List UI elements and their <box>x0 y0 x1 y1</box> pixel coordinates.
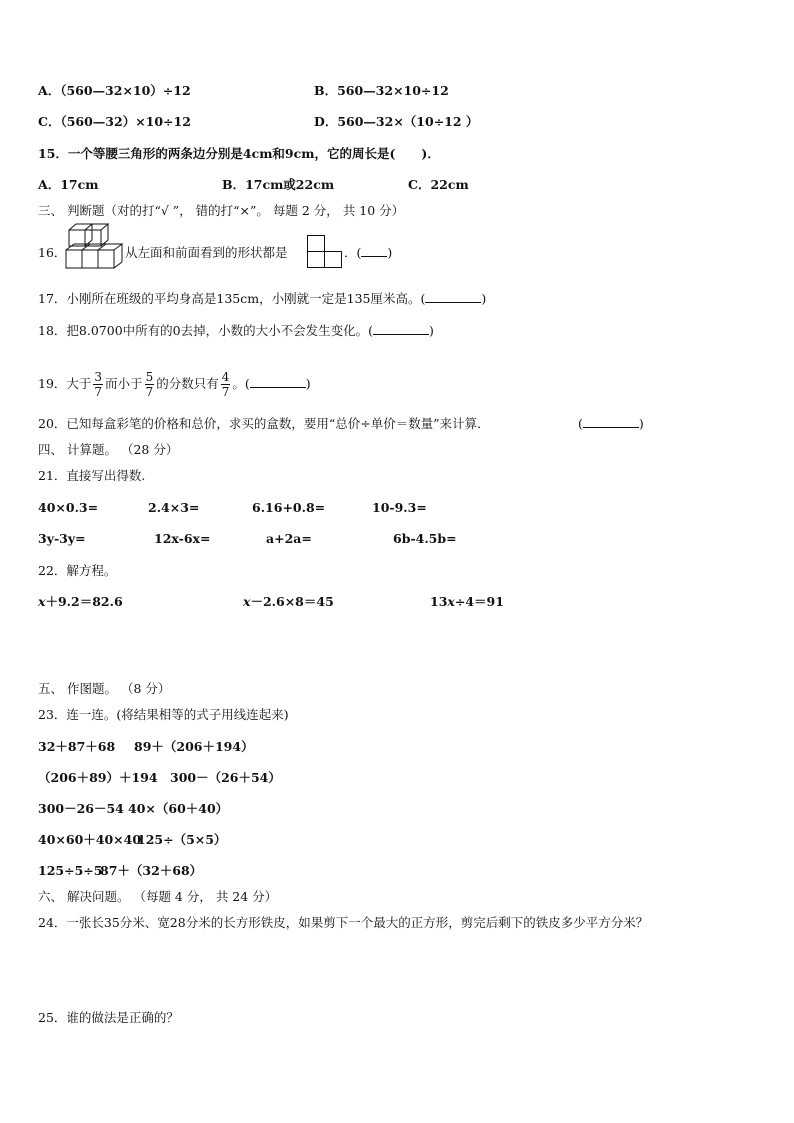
q22-equation-3: 13x÷4＝91 <box>430 594 504 609</box>
q25-text: 25．谁的做法是正确的？ <box>38 1010 179 1025</box>
q21-item: 2.4×3= <box>148 500 200 515</box>
view-shape-figure <box>307 235 343 269</box>
q20-text: 20．已知每盒彩笔的价格和总价，求买的盒数，要用“总价÷单价＝数量”来计算． <box>38 416 490 431</box>
q19-blank[interactable] <box>250 375 306 388</box>
q24-text: 24．一张长35分米、宽28分米的长方形铁皮，如果剪下一个最大的正方形，剪完后剩下的铁皮多少平方分米？ <box>38 915 649 930</box>
q15-option-b: B．17cm或22cm <box>222 177 335 192</box>
section-6-title: 六、 解决问题。 （每题 4 分， 共 24 分） <box>38 889 278 904</box>
q23-title: 23．连一连。(将结果相等的式子用线连起来) <box>38 707 289 722</box>
section-5-title: 五、 作图题。 （8 分） <box>38 681 171 696</box>
q23-right-expression[interactable]: 89＋（206＋194） <box>134 739 254 754</box>
q21-title: 21．直接写出得数. <box>38 468 146 483</box>
q14-option-c: C．（560—32）×10÷12 <box>38 114 191 129</box>
fraction-3-7: $\frac{3}{7}$ <box>94 370 103 399</box>
q22-equation-2: x－2.6×8＝45 <box>243 594 334 609</box>
fraction-4-7: $\frac{4}{7}$ <box>221 370 230 399</box>
q16-number: 16． <box>38 245 67 260</box>
q21-item: 3y-3y= <box>38 531 86 546</box>
q17-blank[interactable] <box>425 290 481 303</box>
section-4-title: 四、 计算题。 （28 分） <box>38 442 179 457</box>
q23-left-expression[interactable]: 300－26－54 <box>38 801 124 816</box>
q23-left-expression[interactable]: 32＋87＋68 <box>38 739 116 754</box>
q21-item: 40×0.3= <box>38 500 99 515</box>
q14-option-b: B．560—32×10÷12 <box>314 83 449 98</box>
q20-answer: ( ) <box>578 416 644 431</box>
q14-option-a: A．（560—32×10）÷12 <box>38 83 191 98</box>
q16-answer: ．( ) <box>344 245 393 260</box>
q23-right-expression[interactable]: 40×（60＋40） <box>128 801 229 816</box>
q18-text: 18．把8.0700中所有的0去掉，小数的大小不会发生变化。( ) <box>38 323 434 338</box>
q23-right-expression[interactable]: 87＋（32＋68） <box>100 863 203 878</box>
q23-right-expression[interactable]: 125÷（5×5） <box>137 832 227 847</box>
section-3-title: 三、 判断题（对的打“√ ”， 错的打“×”。 每题 2 分， 共 10 分） <box>38 203 405 218</box>
q22-title: 22．解方程。 <box>38 563 117 578</box>
q23-left-expression[interactable]: 40×60＋40×40 <box>38 832 142 847</box>
q20-blank[interactable] <box>583 415 639 428</box>
q23-left-expression[interactable]: 125÷5÷5 <box>38 863 103 878</box>
q15-option-c: C．22cm <box>408 177 469 192</box>
q15-stem: 15．一个等腰三角形的两条边分别是4cm和9cm，它的周长是( )． <box>38 146 440 161</box>
q22-equation-1: x＋9.2＝82.6 <box>38 594 123 609</box>
q23-left-expression[interactable]: （206＋89）＋194 <box>38 770 158 785</box>
q14-option-d: D．560—32×（10÷12 ） <box>314 114 479 129</box>
fraction-5-7: $\frac{5}{7}$ <box>145 370 154 399</box>
q16-blank[interactable] <box>361 244 387 257</box>
q18-blank[interactable] <box>373 322 429 335</box>
q23-right-expression[interactable]: 300－（26＋54） <box>170 770 281 785</box>
q17-text: 17．小刚所在班级的平均身高是135cm，小刚就一定是135厘米高。( ) <box>38 291 487 306</box>
q21-item: a+2a= <box>266 531 312 546</box>
q15-option-a: A．17cm <box>38 177 99 192</box>
q19-text: 19．大于 $\frac{3}{7}$ 而小于 $\frac{5}{7}$ 的分数只有 $\frac{4}{7}$ 。( ) <box>38 370 311 399</box>
q21-item: 6.16+0.8= <box>252 500 326 515</box>
q21-item: 6b-4.5b= <box>393 531 457 546</box>
q16-text: 从左面和前面看到的形状都是 <box>125 245 288 260</box>
cube-stack-figure <box>64 222 126 272</box>
q21-item: 10-9.3= <box>372 500 427 515</box>
q21-item: 12x-6x= <box>154 531 211 546</box>
